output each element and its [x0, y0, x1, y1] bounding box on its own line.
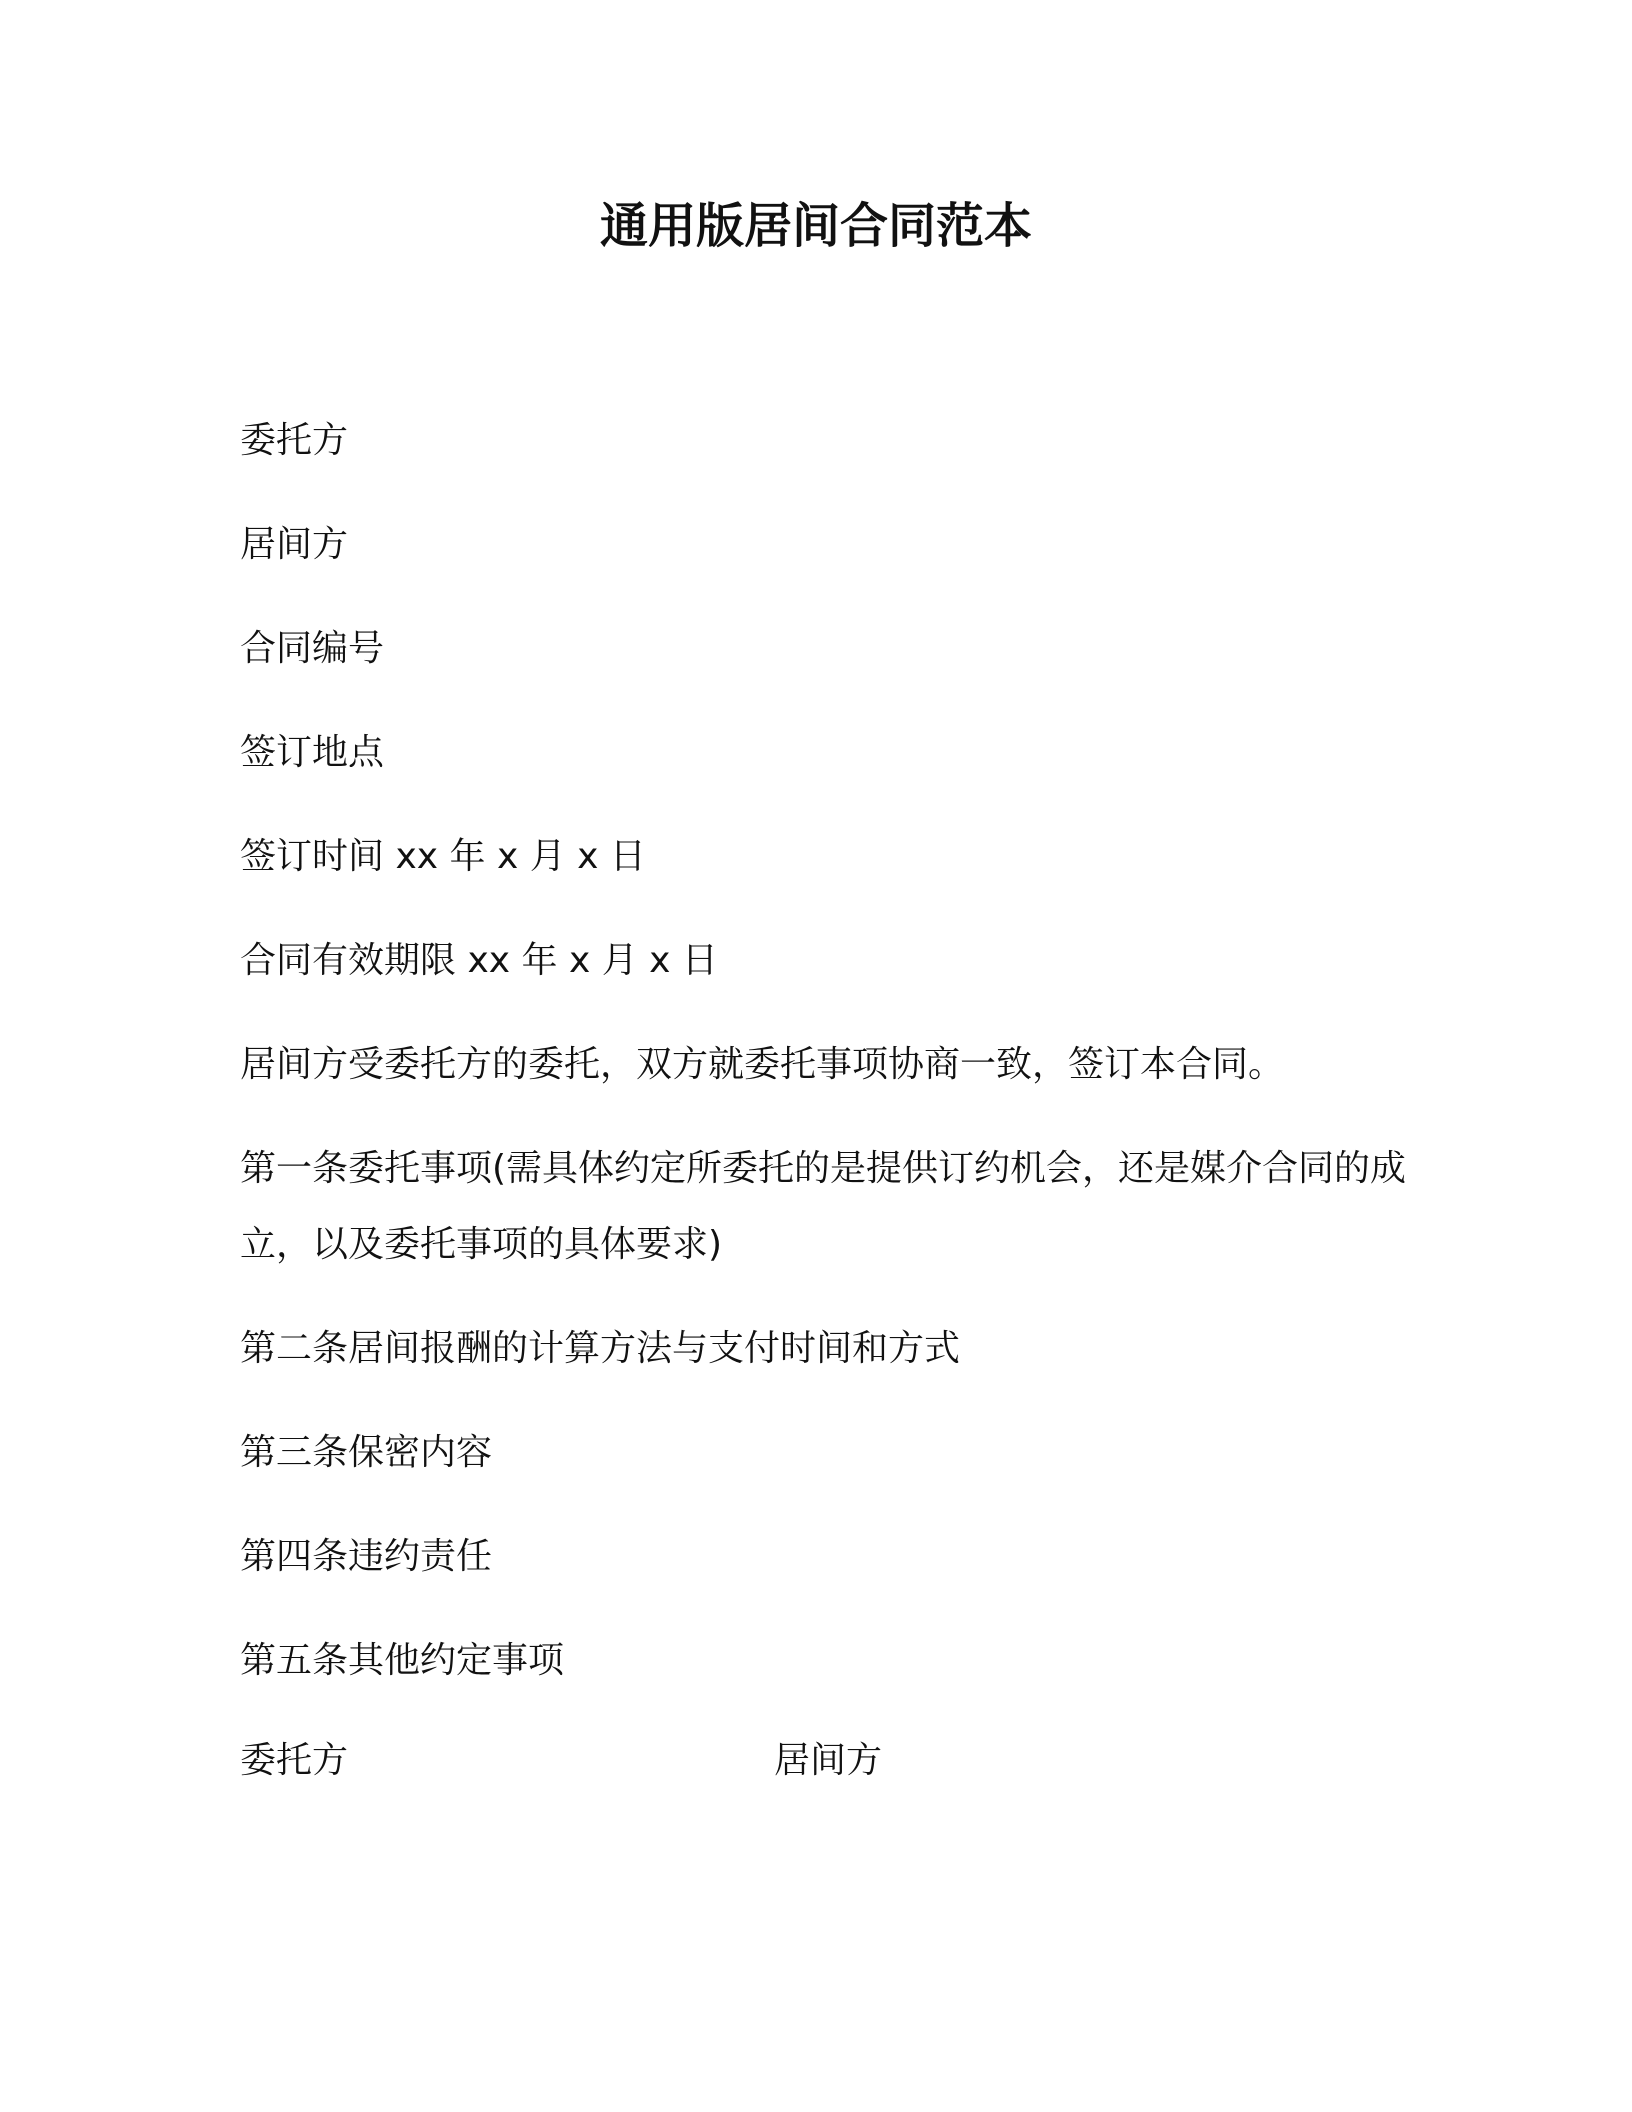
document-body	[240, 416, 1420, 1740]
document-title: 通用版居间合同范本	[599, 198, 1032, 254]
field-contract-number: 合同编号	[240, 628, 385, 669]
field-client: 委托方	[240, 420, 349, 461]
article-4: 第四条违约责任	[240, 1536, 493, 1577]
article-3: 第三条保密内容	[240, 1432, 493, 1473]
article-5: 第五条其他约定事项	[240, 1640, 565, 1681]
article-2: 第二条居间报酬的计算方法与支付时间和方式	[240, 1328, 961, 1369]
signature-row	[240, 1736, 1420, 1786]
field-intermediary: 居间方	[240, 524, 349, 565]
article-1: 第一条委托事项(需具体约定所委托的是提供订约机会，还是媒介合同的成立，以及委托事项的具体要求)	[240, 1148, 1407, 1265]
field-signing-time: 签订时间 xx 年 x 月 x 日	[240, 836, 646, 877]
signature-intermediary: 居间方	[774, 1740, 883, 1781]
field-validity-period: 合同有效期限 xx 年 x 月 x 日	[240, 940, 718, 981]
intro-paragraph: 居间方受委托方的委托，双方就委托事项协商一致，签订本合同。	[240, 1044, 1285, 1085]
field-signing-place: 签订地点	[240, 732, 385, 773]
signature-client: 委托方	[240, 1740, 349, 1781]
